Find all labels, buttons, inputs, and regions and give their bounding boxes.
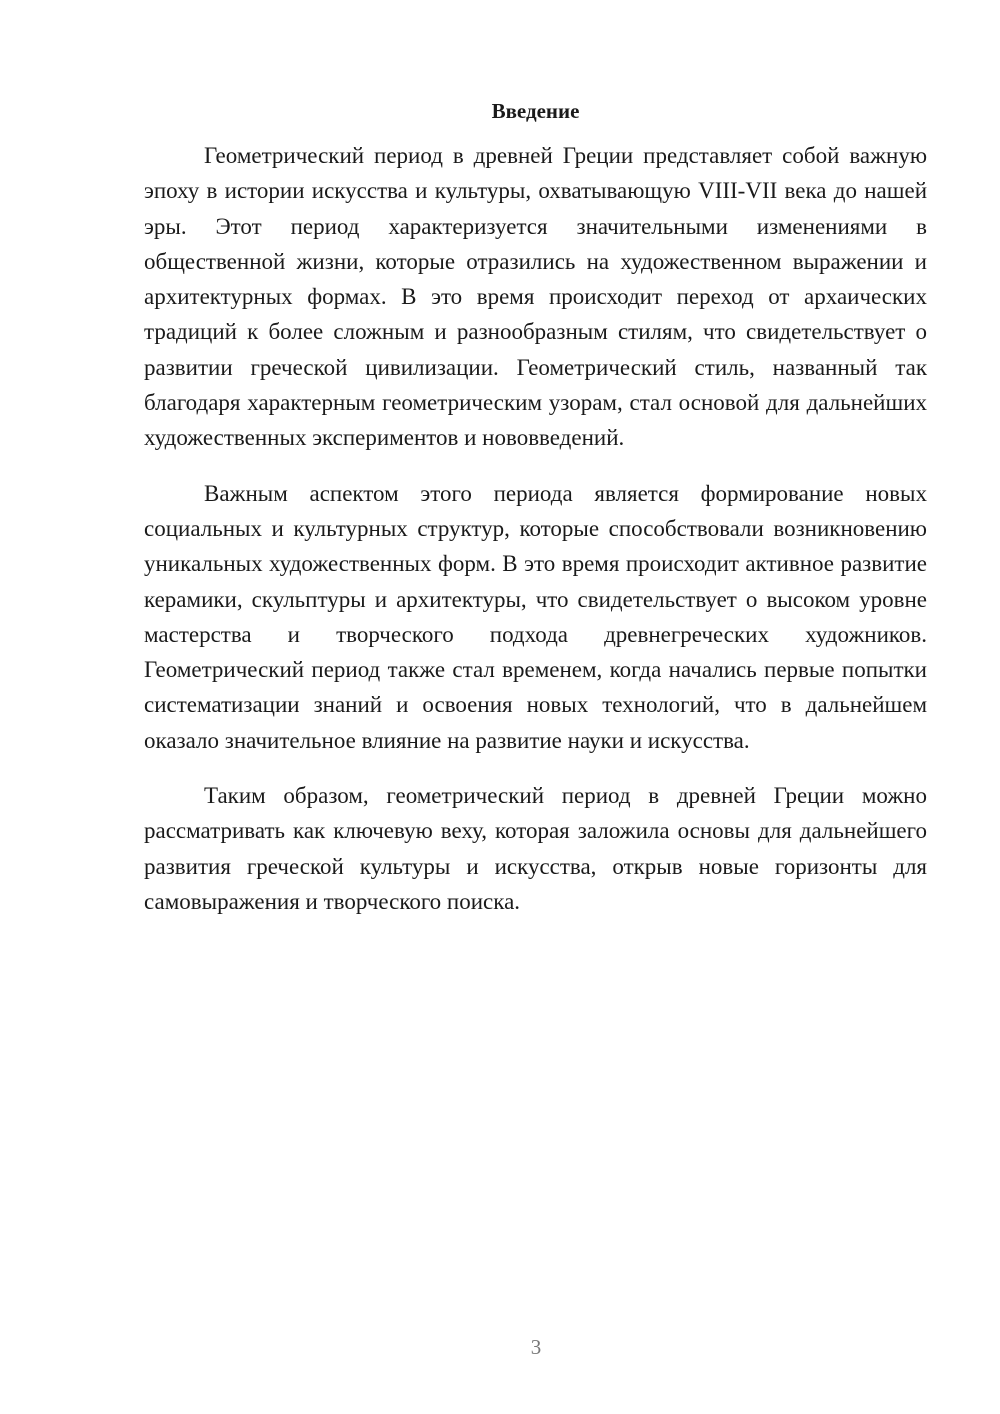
paragraph-2: Важным аспектом этого периода является формирование новых социальных и культурных структур, которые способствовали возникновению уникальных художественных форм. В это время происходит активное развитие керамики, скульптуры и архитектуры, что свидетельствует о высоком уровне мастерства и творческого подхода древнегреческих художников. Геометрический период также стал временем, когда начались первые попытки систематизации знаний и освоения новых технологий, что в дальнейшем оказало значительное влияние на развитие науки и искусства. [144, 480, 927, 753]
section-heading: Введение [491, 99, 580, 123]
page-number: 3 [530, 1335, 542, 1359]
paragraph-3: Таким образом, геометрический период в древней Греции можно рассматривать как ключевую веху, которая заложила основы для дальнейшего развития греческой культуры и искусства, открыв новые горизонты для самовыражения и творческого поиска. [144, 783, 927, 914]
paragraph-1: Геометрический период в древней Греции представляет собой важную эпоху в истории искусства и культуры, охватывающую VIII-VII века до нашей эры. Этот период характеризуется значительными изменениями в общественной жизни, которые отразились на художественном выражении и архитектурных формах. В это время происходит переход от архаических традиций к более сложным и разнообразным стилям, что свидетельствует о развитии греческой цивилизации. Геометрический стиль, названный так благодаря характерным геометрическим узорам, стал основой для дальнейших художественных экспериментов и нововведений. [144, 143, 927, 451]
page-content [144, 96, 927, 939]
